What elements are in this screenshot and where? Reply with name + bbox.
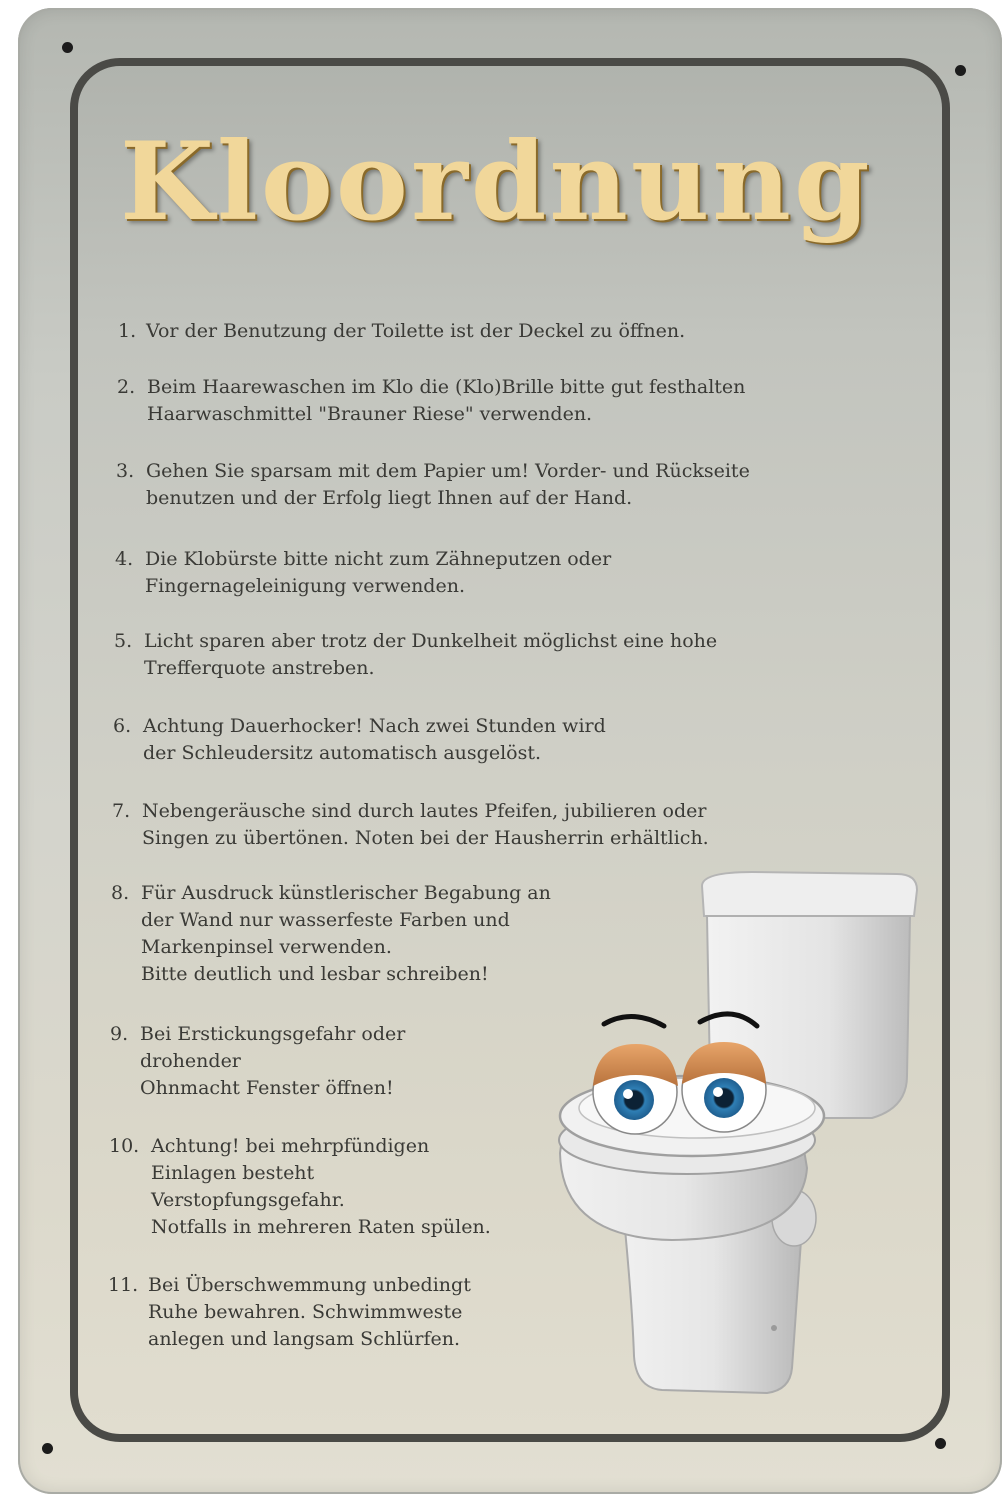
rule-text: der Schleudersitz automatisch ausgelöst.	[143, 742, 542, 764]
rule-text: Für Ausdruck künstlerischer Begabung an	[141, 882, 551, 904]
left-eye	[593, 1044, 678, 1134]
rule-item	[112, 798, 709, 852]
rule-text: Haarwaschmittel "Brauner Riese" verwenden.	[147, 403, 593, 425]
toilet-illustration	[552, 868, 927, 1408]
rule-text: Beim Haarewaschen im Klo die (Klo)Brille bitte gut festhalten	[147, 376, 746, 398]
page-title: Kloordnung	[120, 119, 873, 245]
rule-text: Ruhe bewahren. Schwimmweste	[148, 1301, 463, 1323]
rule-text: Die Klobürste bitte nicht zum Zähneputzen oder	[145, 548, 612, 570]
mounting-hole-bottom-left	[42, 1443, 53, 1454]
rule-number: 6.	[113, 715, 132, 737]
rule-number: 2.	[117, 376, 136, 398]
rule-text: Markenpinsel verwenden.	[141, 936, 392, 958]
right-eye	[682, 1042, 766, 1132]
rule-number: 8.	[111, 882, 130, 904]
rule-text: Gehen Sie sparsam mit dem Papier um! Vorder- und Rückseite	[146, 460, 750, 482]
rule-text: Bitte deutlich und lesbar schreiben!	[141, 963, 489, 985]
rule-text: Bei Überschwemmung unbedingt	[148, 1274, 471, 1296]
rule-text: der Wand nur wasserfeste Farben und	[141, 909, 510, 931]
rule-text: Singen zu übertönen. Noten bei der Hausherrin erhältlich.	[142, 827, 709, 849]
rule-number: 11.	[108, 1274, 139, 1296]
rule-item	[117, 374, 745, 428]
rule-number: 5.	[114, 630, 133, 652]
mounting-hole-top-right	[955, 65, 966, 76]
rule-text: drohender	[140, 1050, 241, 1072]
rule-text: Achtung Dauerhocker! Nach zwei Stunden wird	[143, 715, 606, 737]
rule-text: Vor der Benutzung der Toilette ist der Deckel zu öffnen.	[146, 320, 686, 342]
rule-number: 7.	[112, 800, 131, 822]
rule-text: Nebengeräusche sind durch lautes Pfeifen, jubilieren oder	[142, 800, 707, 822]
rule-text: Bei Erstickungsgefahr oder	[140, 1023, 406, 1045]
rule-item	[116, 458, 750, 512]
rule-item	[109, 1133, 491, 1241]
rule-number: 9.	[110, 1023, 129, 1045]
rule-text: Trefferquote anstreben.	[144, 657, 375, 679]
rule-number: 1.	[118, 320, 137, 342]
rule-text: benutzen und der Erfolg liegt Ihnen auf der Hand.	[146, 487, 633, 509]
rule-text: Fingernageleinigung verwenden.	[145, 575, 465, 597]
rule-item	[113, 713, 606, 767]
rule-item	[118, 318, 685, 345]
rule-item	[110, 1021, 405, 1102]
rule-text: Licht sparen aber trotz der Dunkelheit möglichst eine hohe	[144, 630, 718, 652]
rule-item	[114, 628, 717, 682]
rule-text: Verstopfungsgefahr.	[151, 1189, 345, 1211]
mounting-hole-top-left	[62, 42, 73, 53]
rule-item	[111, 880, 551, 988]
rule-number: 3.	[116, 460, 135, 482]
rule-item	[108, 1272, 471, 1353]
rule-number: 10.	[109, 1135, 140, 1157]
rule-text: anlegen und langsam Schlürfen.	[148, 1328, 461, 1350]
rule-text: Einlagen besteht	[151, 1162, 315, 1184]
rule-item	[115, 546, 611, 600]
left-eyebrow	[604, 1016, 664, 1026]
rule-text: Notfalls in mehreren Raten spülen.	[151, 1216, 491, 1238]
mounting-hole-bottom-right	[935, 1438, 946, 1449]
rule-text: Ohnmacht Fenster öffnen!	[140, 1077, 394, 1099]
rule-number: 4.	[115, 548, 134, 570]
rule-text: Achtung! bei mehrpfündigen	[151, 1135, 430, 1157]
